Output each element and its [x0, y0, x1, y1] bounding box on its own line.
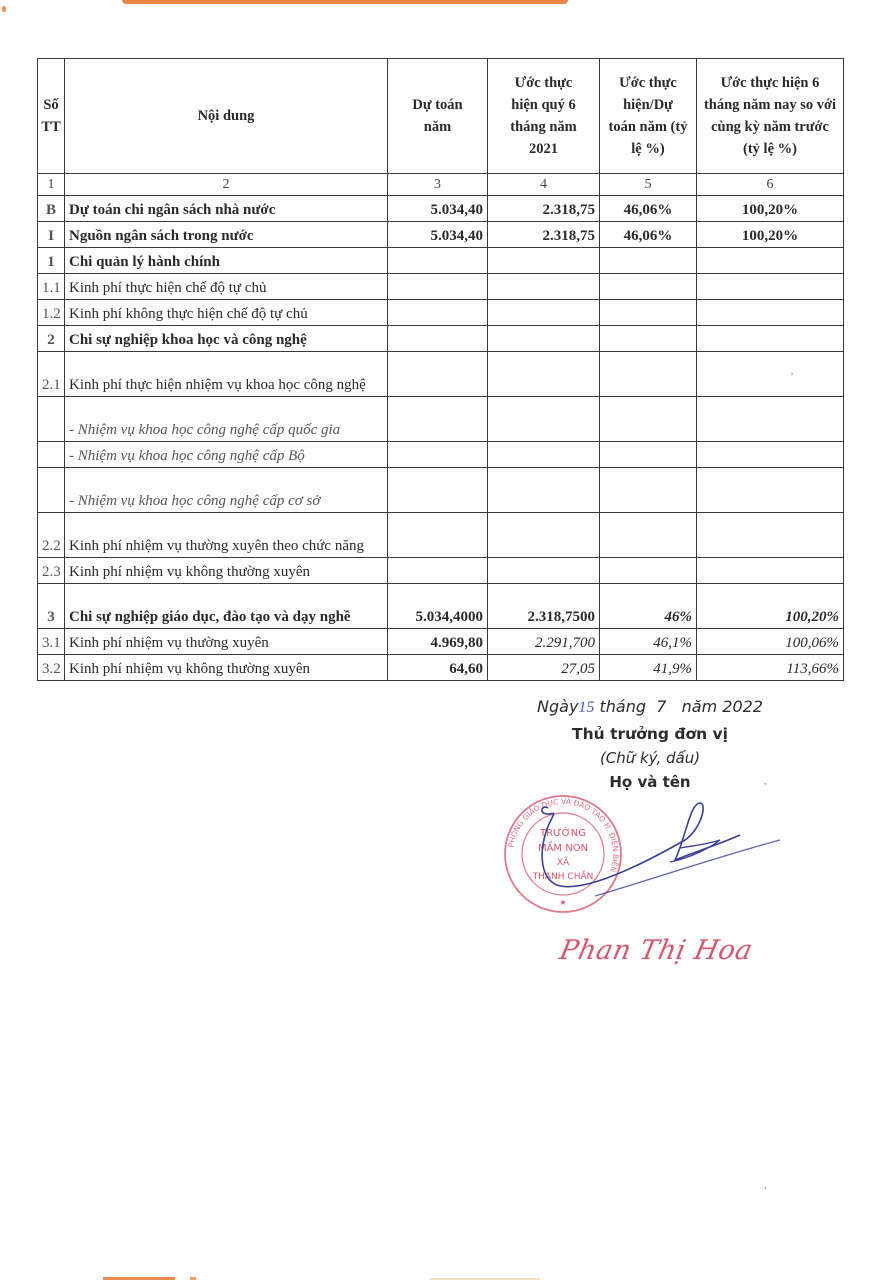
signature-note: (Chữ ký, dấu) [599, 749, 701, 767]
row-content: Nguồn ngân sách trong nước [65, 222, 388, 248]
row-stt: B [38, 196, 65, 222]
row-stt: 1.1 [38, 274, 65, 300]
stray-mark: , [764, 1180, 767, 1191]
row-actual: 2.318,75 [488, 196, 600, 222]
row-actual: 2.318,75 [488, 222, 600, 248]
page-edge-dot [2, 6, 6, 12]
row-actual [488, 397, 600, 442]
stamp-line: XÃ [556, 858, 570, 868]
row-yoy [697, 468, 844, 513]
row-ratio [600, 442, 697, 468]
table-row [38, 442, 844, 468]
row-estimate [388, 274, 488, 300]
row-stt: 2.2 [38, 513, 65, 558]
header-ratio: Ước thực hiện/Dự toán năm (tỷ lệ %) [600, 59, 697, 174]
row-estimate [388, 248, 488, 274]
row-ratio: 46,1% [600, 629, 697, 655]
stray-mark: , [790, 366, 794, 377]
row-estimate [388, 513, 488, 558]
row-yoy [697, 326, 844, 352]
row-actual [488, 326, 600, 352]
row-content: Dự toán chi ngân sách nhà nước [65, 196, 388, 222]
row-content: Kinh phí không thực hiện chế độ tự chủ [65, 300, 388, 326]
row-estimate [388, 397, 488, 442]
row-stt: 3.2 [38, 655, 65, 681]
date-prefix: Ngày [537, 697, 579, 716]
page-edge-mark [122, 0, 568, 4]
row-content: - Nhiệm vụ khoa học công nghệ cấp Bộ [65, 442, 388, 468]
row-actual [488, 513, 600, 558]
row-ratio [600, 558, 697, 584]
row-content: Chi quản lý hành chính [65, 248, 388, 274]
row-estimate [388, 300, 488, 326]
row-stt [38, 397, 65, 442]
row-yoy: 100,20% [697, 222, 844, 248]
stamp-ring-text: PHÒNG GIÁO DỤC VÀ ĐÀO TẠO H. ĐIỆN BIÊN [506, 796, 621, 874]
row-content: - Nhiệm vụ khoa học công nghệ cấp cơ sở [65, 468, 388, 513]
row-yoy: 113,66% [697, 655, 844, 681]
row-ratio [600, 352, 697, 397]
row-actual [488, 300, 600, 326]
row-stt: 1 [38, 248, 65, 274]
row-yoy [697, 300, 844, 326]
row-yoy [697, 558, 844, 584]
signature-block [500, 697, 800, 791]
header-actual: Ước thực hiện quý 6 tháng năm 2021 [488, 59, 600, 174]
row-estimate [388, 558, 488, 584]
row-content: - Nhiệm vụ khoa học công nghệ cấp quốc gia [65, 397, 388, 442]
row-stt: I [38, 222, 65, 248]
row-content: Chi sự nghiệp giáo dục, đào tạo và dạy nghề [65, 584, 388, 629]
header-estimate: Dự toán năm [388, 59, 488, 174]
col-num: 4 [488, 174, 600, 196]
signature-date [500, 697, 800, 717]
signer-name: Phan Thị Hoa [556, 935, 756, 966]
row-content: Kinh phí thực hiện nhiệm vụ khoa học công nghệ [65, 352, 388, 397]
row-yoy [697, 513, 844, 558]
header-content: Nội dung [65, 59, 388, 174]
row-ratio [600, 248, 697, 274]
row-content: Kinh phí thực hiện chế độ tự chủ [65, 274, 388, 300]
row-ratio: 41,9% [600, 655, 697, 681]
table-row [38, 397, 844, 442]
col-num: 1 [38, 174, 65, 196]
row-content: Kinh phí nhiệm vụ không thường xuyên [65, 655, 388, 681]
row-ratio [600, 300, 697, 326]
date-suffix: tháng 7 năm 2022 [599, 697, 763, 716]
row-ratio: 46% [600, 584, 697, 629]
row-estimate [388, 442, 488, 468]
row-yoy [697, 274, 844, 300]
row-actual [488, 442, 600, 468]
row-yoy: 100,20% [697, 584, 844, 629]
row-ratio [600, 513, 697, 558]
handwritten-signature-icon [537, 800, 780, 910]
table-row [38, 326, 844, 352]
row-actual: 27,05 [488, 655, 600, 681]
row-estimate [388, 468, 488, 513]
row-stt [38, 468, 65, 513]
row-stt: 2.3 [38, 558, 65, 584]
table-row [38, 468, 844, 513]
row-ratio: 46,06% [600, 196, 697, 222]
row-actual: 2.291,700 [488, 629, 600, 655]
signatory-title: Thủ trưởng đơn vị [572, 725, 728, 743]
row-yoy: 100,06% [697, 629, 844, 655]
row-ratio: 46,06% [600, 222, 697, 248]
table-row [38, 352, 844, 397]
row-content: Kinh phí nhiệm vụ thường xuyên [65, 629, 388, 655]
row-yoy [697, 248, 844, 274]
row-stt: 1.2 [38, 300, 65, 326]
row-content: Chi sự nghiệp khoa học và công nghệ [65, 326, 388, 352]
row-estimate: 4.969,80 [388, 629, 488, 655]
row-estimate: 5.034,4000 [388, 584, 488, 629]
col-num: 3 [388, 174, 488, 196]
row-actual [488, 248, 600, 274]
stamp-line: TRƯỜNG [540, 828, 586, 839]
table-header-row [38, 59, 844, 174]
table-row [38, 222, 844, 248]
row-stt [38, 442, 65, 468]
header-yoy: Ước thực hiện 6 tháng năm nay so với cùng kỳ năm trước (tỷ lệ %) [697, 59, 844, 174]
row-content: Kinh phí nhiệm vụ không thường xuyên [65, 558, 388, 584]
column-number-row [38, 174, 844, 196]
stamp-line: THANH CHĂN [532, 872, 594, 882]
row-content: Kinh phí nhiệm vụ thường xuyên theo chức năng [65, 513, 388, 558]
stamp-line: MẦM NON [537, 843, 589, 854]
col-num: 5 [600, 174, 697, 196]
date-day: 15 [578, 699, 595, 716]
table-row [38, 629, 844, 655]
row-yoy: 100,20% [697, 196, 844, 222]
row-actual [488, 274, 600, 300]
table-row [38, 248, 844, 274]
table-row [38, 513, 844, 558]
table-row [38, 558, 844, 584]
row-actual [488, 468, 600, 513]
row-ratio [600, 397, 697, 442]
col-num: 2 [65, 174, 388, 196]
row-estimate: 64,60 [388, 655, 488, 681]
row-estimate [388, 326, 488, 352]
row-stt: 3 [38, 584, 65, 629]
table-row [38, 274, 844, 300]
row-estimate: 5.034,40 [388, 196, 488, 222]
row-stt: 3.1 [38, 629, 65, 655]
row-stt: 2.1 [38, 352, 65, 397]
stray-mark: , [764, 776, 767, 787]
row-actual: 2.318,7500 [488, 584, 600, 629]
row-actual [488, 352, 600, 397]
row-yoy [697, 352, 844, 397]
row-ratio [600, 274, 697, 300]
row-stt: 2 [38, 326, 65, 352]
table-row [38, 300, 844, 326]
table-row [38, 655, 844, 681]
row-ratio [600, 326, 697, 352]
col-num: 6 [697, 174, 844, 196]
name-label: Họ và tên [609, 773, 691, 791]
row-yoy [697, 442, 844, 468]
stamp-star-icon: ★ [559, 898, 567, 907]
row-yoy [697, 397, 844, 442]
header-stt: Số TT [38, 59, 65, 174]
table-row [38, 196, 844, 222]
table-row [38, 584, 844, 629]
budget-table [37, 58, 844, 681]
row-estimate [388, 352, 488, 397]
row-actual [488, 558, 600, 584]
row-ratio [600, 468, 697, 513]
row-estimate: 5.034,40 [388, 222, 488, 248]
